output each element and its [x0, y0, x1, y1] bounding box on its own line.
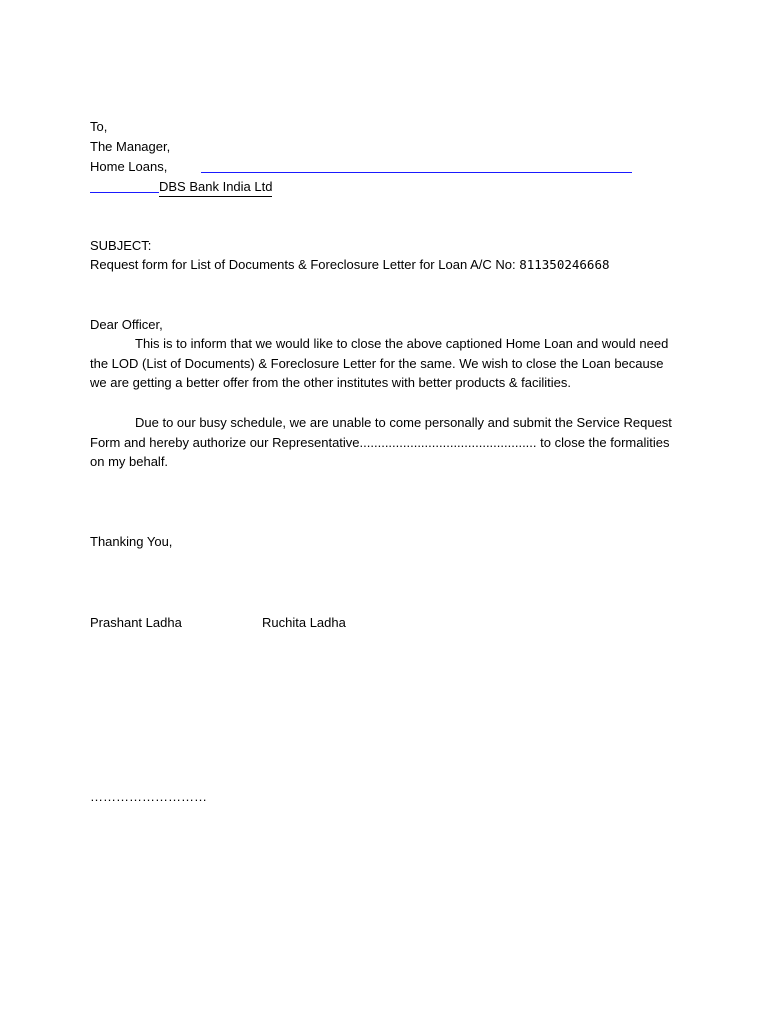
closing-thanks: Thanking You,	[90, 534, 173, 549]
address-to: To,	[90, 119, 108, 134]
signature-line: ………………………	[90, 789, 207, 804]
signatory-2: Ruchita Ladha	[262, 615, 346, 630]
bank-leading-line	[90, 192, 159, 193]
address-manager: The Manager,	[90, 139, 171, 154]
body-paragraph-1-text: This is to inform that we would like to close the above captioned Home Loan and would need the LOD (List of Documents) & Foreclosure Letter for the same. We wish to close the Loan because we are getting a better offer from the other institutes with better products & facilities.	[90, 336, 669, 390]
subject-text: Request form for List of Documents & Foreclosure Letter for Loan A/C No:	[90, 257, 520, 272]
salutation: Dear Officer,	[90, 317, 163, 332]
signatory-1: Prashant Ladha	[90, 615, 182, 630]
body-paragraph-1	[90, 334, 672, 393]
body-paragraph-2	[90, 413, 672, 472]
loan-account-number: 811350246668	[519, 257, 610, 272]
address-department: Home Loans,	[90, 159, 168, 174]
subject-line	[90, 255, 610, 274]
bank-name: DBS Bank India Ltd	[159, 177, 272, 197]
body-paragraph-2-text: Due to our busy schedule, we are unable to come personally and submit the Service Request Form and hereby authorize our Representative................................................. to close the formalities on my behalf.	[90, 415, 672, 469]
subject-heading: SUBJECT:	[90, 238, 152, 253]
address-blank-line	[201, 172, 632, 173]
